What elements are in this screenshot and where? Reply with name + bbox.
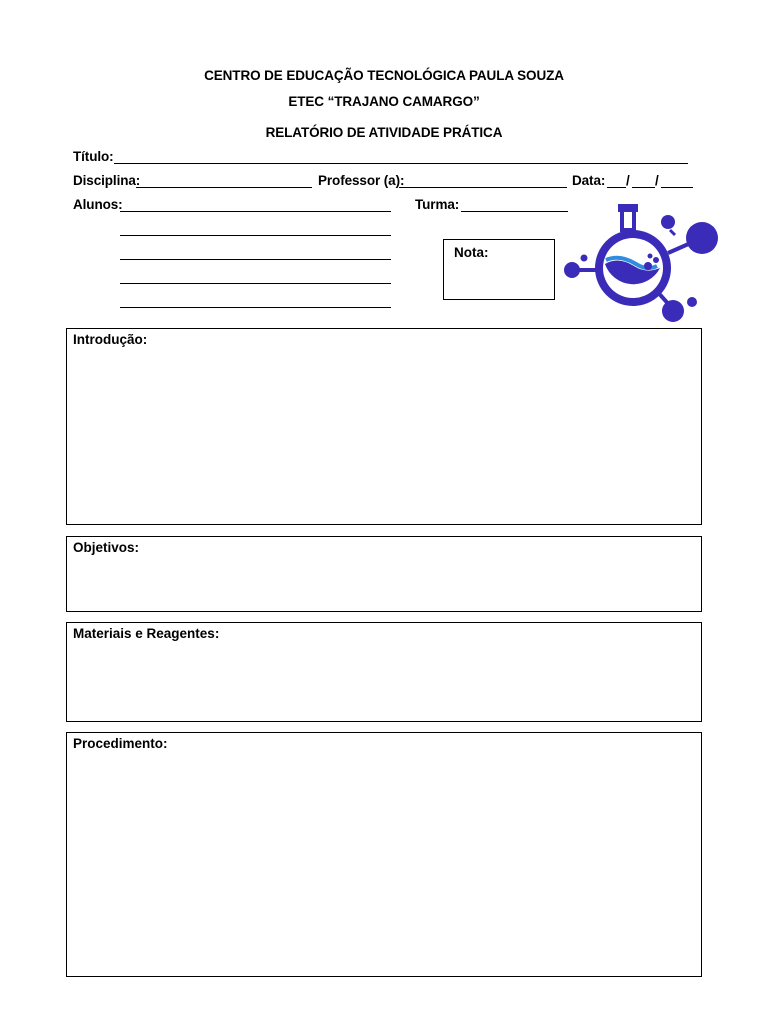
titulo-label: Título: (73, 149, 114, 164)
introducao-label: Introdução: (73, 332, 148, 347)
flask-molecule-icon (556, 198, 720, 326)
data-separator: / (655, 173, 659, 188)
institution-name: CENTRO DE EDUCAÇÃO TECNOLÓGICA PAULA SOUZA (204, 68, 564, 83)
data-day-field[interactable] (607, 187, 626, 188)
objetivos-label: Objetivos: (73, 540, 140, 555)
data-label: Data: (572, 173, 606, 188)
aluno-field[interactable] (120, 211, 391, 212)
turma-field[interactable] (461, 211, 568, 212)
alunos-label: Alunos: (73, 197, 123, 212)
school-name: ETEC “TRAJANO CAMARGO” (288, 94, 480, 109)
data-month-field[interactable] (632, 187, 655, 188)
introducao-section[interactable] (66, 328, 702, 525)
disciplina-label: Disciplina: (73, 173, 141, 188)
data-year-field[interactable] (661, 187, 693, 188)
aluno-field[interactable] (120, 283, 391, 284)
procedimento-label: Procedimento: (73, 736, 168, 751)
nota-label: Nota: (454, 245, 489, 260)
data-separator: / (626, 173, 630, 188)
materiais-section[interactable] (66, 622, 702, 722)
aluno-field[interactable] (120, 235, 391, 236)
professor-label: Professor (a): (318, 173, 405, 188)
titulo-field[interactable] (114, 163, 688, 164)
professor-field[interactable] (399, 187, 567, 188)
turma-label: Turma: (415, 197, 460, 212)
aluno-field[interactable] (120, 307, 391, 308)
report-title: RELATÓRIO DE ATIVIDADE PRÁTICA (265, 125, 503, 140)
materiais-label: Materiais e Reagentes: (73, 626, 220, 641)
disciplina-field[interactable] (136, 187, 312, 188)
aluno-field[interactable] (120, 259, 391, 260)
procedimento-section[interactable] (66, 732, 702, 977)
nota-box[interactable] (443, 239, 555, 300)
objetivos-section[interactable] (66, 536, 702, 612)
